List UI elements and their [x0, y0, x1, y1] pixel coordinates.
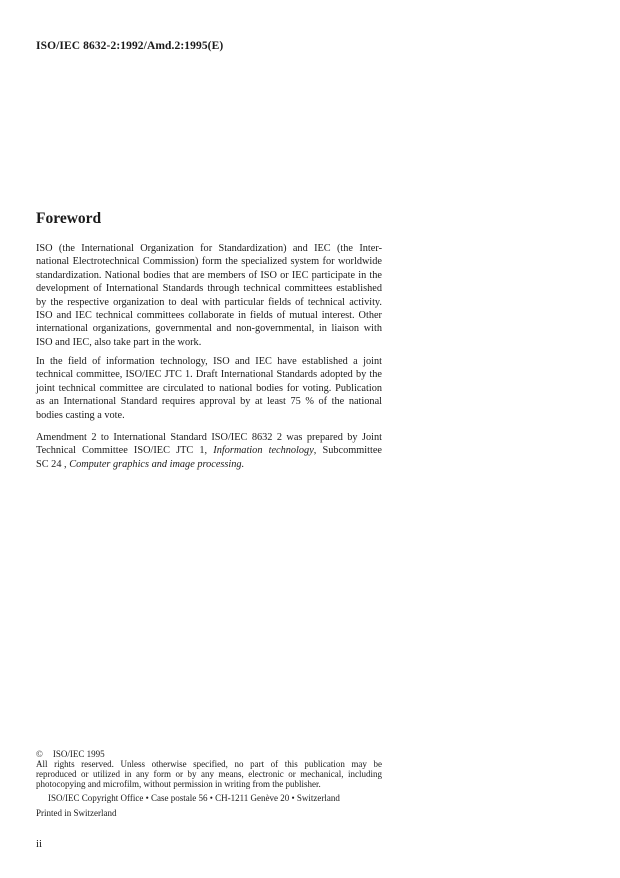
foreword-paragraph-1	[36, 242, 382, 349]
paragraph-line: international organizations, governmental and non-governmental, in liaison with	[36, 323, 382, 335]
paragraph-line: development of International Standards through technical committees established	[36, 283, 382, 295]
subcommittee-title: Computer graphics and image processing.	[69, 458, 245, 470]
paragraph-line: joint technical committee are circulated to national bodies for voting. Publication	[36, 382, 382, 394]
subject-title: Information technology	[213, 445, 314, 457]
rights-line: All rights reserved. Unless otherwise specified, no part of this publication may be	[36, 759, 382, 769]
text-run: SC 24 ,	[36, 458, 70, 470]
paragraph-line: ISO and IEC technical committees collaborate in fields of mutual interest. Other	[36, 310, 382, 322]
copyright-holder: ISO/IEC 1995	[52, 749, 105, 759]
copyright-icon: ©	[36, 749, 43, 759]
paragraph-line: standardization. National bodies that are members of ISO or IEC participate in the	[36, 269, 382, 281]
printed-in: Printed in Switzerland	[36, 808, 117, 818]
foreword-paragraph-3	[36, 431, 382, 471]
paragraph-line: In the field of information technology, ISO and IEC have established a joint	[36, 356, 382, 367]
page-number: ii	[36, 838, 43, 850]
foreword-title: Foreword	[36, 210, 102, 227]
paragraph-line: by the respective organization to deal with particular fields of technical activity.	[36, 296, 382, 308]
paragraph-line: bodies casting a vote.	[36, 409, 125, 421]
paragraph-line: national Electrotechnical Commission) form the specialized system for worldwide	[36, 256, 382, 268]
copyright-line	[36, 749, 382, 759]
foreword-paragraph-2	[36, 355, 382, 422]
paragraph-line: ISO (the International Organization for Standardization) and IEC (the Inter-	[36, 243, 382, 254]
copyright-notice	[36, 749, 382, 789]
paragraph-line	[36, 444, 382, 457]
paragraph-line: Amendment 2 to International Standard ISO/IEC 8632 2 was prepared by Joint	[36, 432, 382, 443]
rights-line: reproduced or utilized in any form or by any means, electronic or mechanical, including	[36, 769, 382, 779]
text-run: Technical Committee ISO/IEC JTC 1,	[36, 445, 214, 457]
paragraph-line: as an International Standard requires approval by at least 75 % of the national	[36, 396, 382, 408]
rights-line: photocopying and microfilm, without permission in writing from the publisher.	[36, 779, 321, 789]
paragraph-line	[36, 458, 382, 471]
paragraph-line: ISO and IEC, also take part in the work.	[36, 336, 202, 348]
document-header-id: ISO/IEC 8632-2:1992/Amd.2:1995(E)	[36, 40, 224, 52]
text-run: , Subcommittee	[313, 445, 382, 457]
paragraph-line: technical committee, ISO/IEC JTC 1. Draft International Standards adopted by the	[36, 369, 382, 381]
copyright-office-address: ISO/IEC Copyright Office • Case postale 56 • CH-1211 Genève 20 • Switzerland	[48, 793, 340, 803]
